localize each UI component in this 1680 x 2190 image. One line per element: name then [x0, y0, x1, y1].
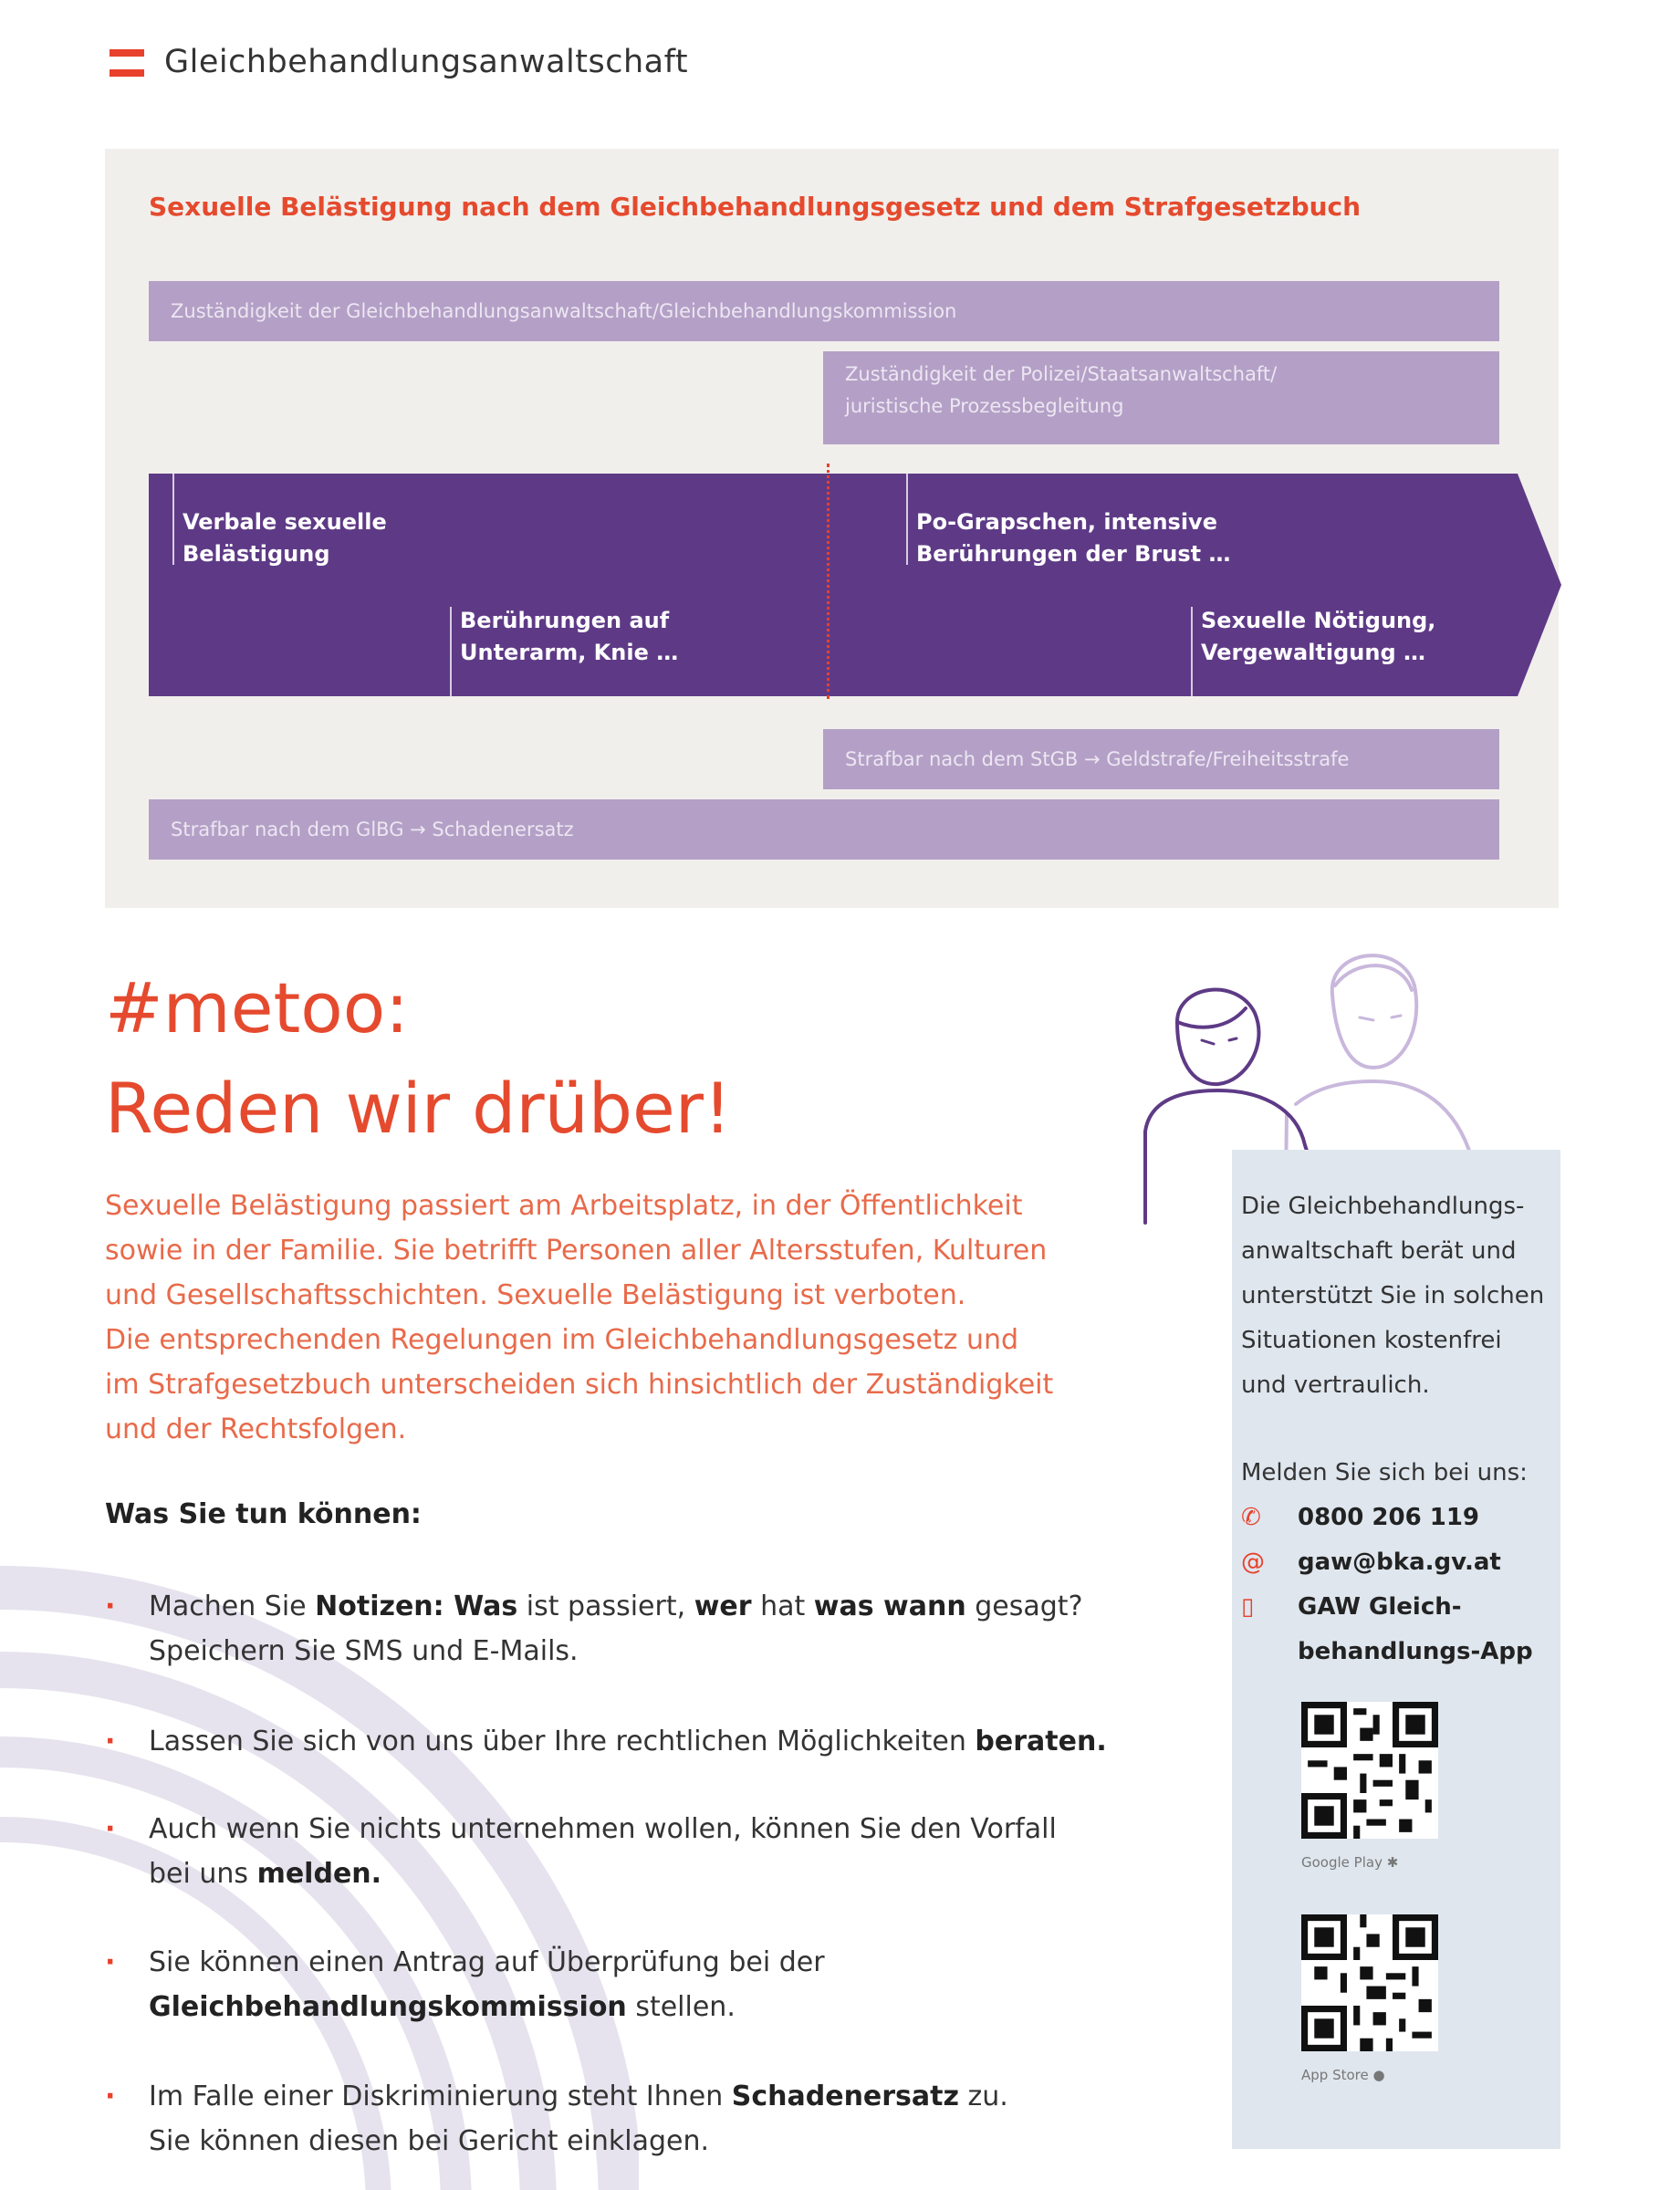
stgb-penalty-label: Strafbar nach dem StGB → Geldstrafe/Freiheitsstrafe: [845, 748, 1350, 770]
intro-paragraph: Sexuelle Belästigung passiert am Arbeitsplatz, in der Öffentlichkeit sowie in der Familie. Sie betrifft Personen aller Altersstufen, Kulturen und Gesellschaftsschichten. Sexuelle Belästigung ist verboten. Die entsprechenden Regelungen im Gleichbehandlungsgesetz und im Strafgesetzbuch unterscheiden sich hinsichtlich der Zuständigkeit und der Rechtsfolgen.: [105, 1190, 1054, 1445]
gaw-jurisdiction-bar: [149, 281, 1499, 341]
police-jurisdiction-bar: [823, 351, 1499, 444]
list-item: [105, 1584, 1136, 1674]
diagram-title: Sexuelle Belästigung nach dem Gleichbehandlungsgesetz und dem Strafgesetzbuch: [149, 192, 1362, 222]
bullet-text: Im Falle einer Diskriminierung steht Ihnen Schadenersatz zu. Sie können diesen bei Gericht einklagen.: [149, 2080, 1008, 2157]
phone-icon: ✆: [1241, 1504, 1261, 1531]
heading-line1: #metoo:: [105, 967, 409, 1048]
gaw-jurisdiction-label: Zuständigkeit der Gleichbehandlungsanwaltschaft/Gleichbehandlungskommission: [171, 300, 957, 322]
todo-title: Was Sie tun können:: [105, 1498, 422, 1530]
bullet-dot: ·: [105, 1813, 116, 1845]
bullet-text: Lassen Sie sich von uns über Ihre rechtlichen Möglichkeiten beraten.: [149, 1726, 1107, 1757]
smartphone-icon: ▯: [1241, 1593, 1255, 1621]
stgb-penalty-bar: [823, 729, 1499, 789]
bullet-dot: ·: [105, 1726, 116, 1757]
android-icon: ✱: [1386, 1854, 1399, 1871]
sidebar-description: Die Gleichbehandlungs- anwaltschaft berät und unterstützt Sie in solchen Situationen kostenfrei und vertraulich.: [1241, 1193, 1545, 1399]
item-verbal: Verbale sexuelle Belästigung: [183, 509, 387, 567]
divider-line: [450, 607, 452, 696]
divider-line: [906, 474, 908, 565]
divider-line: [1191, 607, 1193, 696]
google-play-label: Google Play ✱: [1301, 1854, 1399, 1871]
email-contact[interactable]: [1241, 1540, 1501, 1585]
bullet-text: Sie können einen Antrag auf Überprüfung bei der Gleichbehandlungskommission stellen.: [149, 1946, 825, 2023]
bullet-dot: ·: [105, 1590, 116, 1622]
bullet-dot: ·: [105, 2080, 116, 2112]
glbg-penalty-bar: [149, 799, 1499, 860]
list-item: [105, 1719, 1136, 1764]
app-store-label: App Store ●: [1301, 2067, 1385, 2083]
item-assault: Sexuelle Nötigung, Vergewaltigung …: [1201, 608, 1436, 665]
phone-contact[interactable]: [1241, 1496, 1479, 1540]
phone-number: 0800 206 119: [1298, 1504, 1480, 1531]
app-name: GAW Gleich- behandlungs-App: [1298, 1593, 1533, 1665]
at-icon: @: [1241, 1549, 1265, 1576]
item-groping: Po-Grapschen, intensive Berührungen der Brust …: [916, 509, 1231, 567]
list-item: [105, 1940, 1136, 2029]
apple-icon: ●: [1372, 2067, 1385, 2083]
item-touch-arm: Berührungen auf Unterarm, Knie …: [460, 608, 679, 665]
google-play-qr-code[interactable]: [1301, 1702, 1438, 1839]
criminal-threshold-line: [827, 464, 830, 699]
bullet-text: Machen Sie Notizen: Was ist passiert, wer hat was wann gesagt? Speichern Sie SMS und E-Mails.: [149, 1590, 1083, 1667]
bullet-dot: ·: [105, 1946, 116, 1978]
contact-sidebar: [1232, 1150, 1560, 2149]
austria-flag-logo: [110, 49, 144, 78]
list-item: [105, 1807, 1136, 1896]
diagram-panel: [105, 149, 1559, 908]
contact-title: Melden Sie sich bei uns:: [1241, 1459, 1528, 1486]
list-item: [105, 2074, 1136, 2164]
heading-line2: Reden wir drüber!: [105, 1068, 732, 1149]
police-jurisdiction-line1: Zuständigkeit der Polizei/Staatsanwaltschaft/: [845, 363, 1278, 385]
divider-line: [172, 474, 174, 565]
bullet-text: Auch wenn Sie nichts unternehmen wollen, können Sie den Vorfall bei uns melden.: [149, 1813, 1057, 1890]
email-address: gaw@bka.gv.at: [1298, 1549, 1501, 1576]
app-store-qr-code[interactable]: [1301, 1914, 1438, 2051]
glbg-penalty-label: Strafbar nach dem GlBG → Schadenersatz: [171, 819, 574, 840]
app-contact[interactable]: [1241, 1585, 1533, 1674]
police-jurisdiction-line2: juristische Prozessbegleitung: [845, 395, 1124, 417]
organization-title: Gleichbehandlungsanwaltschaft: [164, 44, 689, 80]
